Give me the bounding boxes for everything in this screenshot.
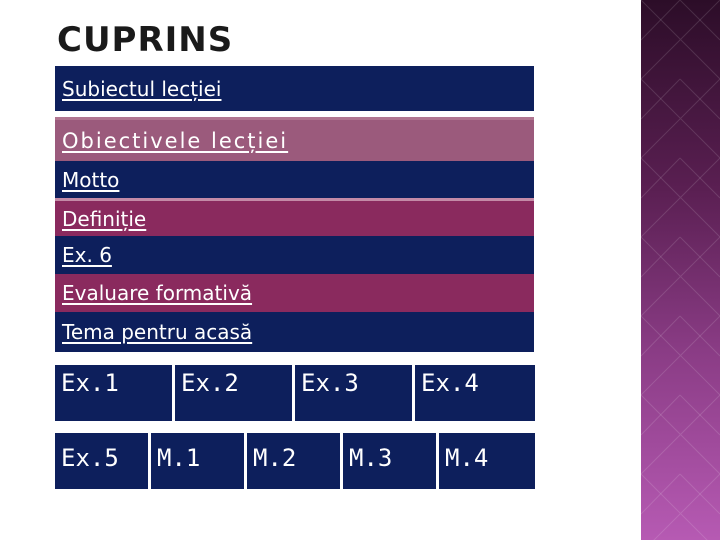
menu-item-label: Motto xyxy=(62,167,120,192)
exercise-label: Ex.5 xyxy=(61,444,119,472)
menu-item-label: Obiectivele lecției xyxy=(62,128,289,153)
exercise-button-ex3[interactable] xyxy=(295,365,415,421)
menu-item-tema-pentru-acasa[interactable] xyxy=(55,312,534,352)
exercise-label: Ex.4 xyxy=(421,369,479,397)
menu-item-label: Evaluare formativă xyxy=(62,281,253,305)
menu-item-obiectivele-lectiei[interactable] xyxy=(55,117,534,161)
exercise-button-m3[interactable] xyxy=(343,433,439,489)
menu-item-label: Ex. 6 xyxy=(62,243,112,267)
exercise-button-ex1[interactable] xyxy=(55,365,175,421)
diamond-pattern-icon xyxy=(641,0,720,540)
exercise-button-ex4[interactable] xyxy=(415,365,535,421)
exercise-row-2 xyxy=(55,433,535,489)
exercise-label: M.4 xyxy=(445,444,489,472)
page-title: CUPRINS xyxy=(57,20,234,60)
exercise-button-m1[interactable] xyxy=(151,433,247,489)
menu-item-ex-6[interactable] xyxy=(55,236,534,274)
exercise-label: M.2 xyxy=(253,444,297,472)
menu-item-label: Definiție xyxy=(62,206,147,231)
exercise-row-1 xyxy=(55,365,535,421)
exercise-label: Ex.1 xyxy=(61,369,119,397)
contents-menu xyxy=(55,66,534,352)
exercise-button-ex2[interactable] xyxy=(175,365,295,421)
exercise-label: Ex.3 xyxy=(301,369,359,397)
exercise-button-ex5[interactable] xyxy=(55,433,151,489)
exercise-label: M.3 xyxy=(349,444,393,472)
menu-item-definitie[interactable] xyxy=(55,198,534,236)
menu-item-motto[interactable] xyxy=(55,161,534,198)
exercise-label: M.1 xyxy=(157,444,201,472)
exercise-button-m2[interactable] xyxy=(247,433,343,489)
menu-item-subiectul-lectiei[interactable] xyxy=(55,66,534,111)
menu-item-evaluare-formativa[interactable] xyxy=(55,274,534,312)
exercise-label: Ex.2 xyxy=(181,369,239,397)
menu-item-label: Subiectul lecției xyxy=(62,76,222,101)
decorative-side-panel xyxy=(641,0,720,540)
menu-item-label: Tema pentru acasă xyxy=(62,320,253,344)
exercise-button-m4[interactable] xyxy=(439,433,535,489)
